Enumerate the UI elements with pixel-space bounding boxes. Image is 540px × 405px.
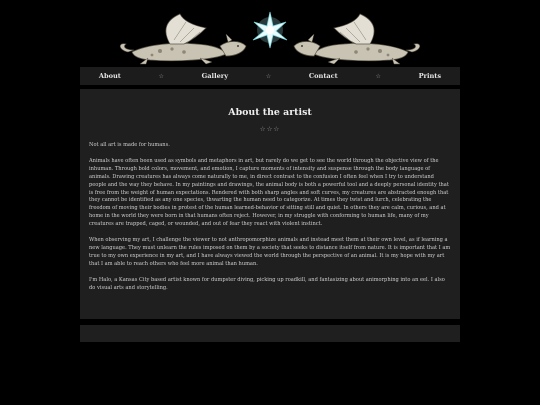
paragraph: When observing my art, I challenge the viewer to not anthropomorphize animals and instead meet them at their own level, as if learning a new language. They must unlearn the rules imposed on them by a society that seeks to distance itself from nature. It is important that I am true to my own experience in my art, and I have always viewed the world through the perspective of an animal. It is my hope with my art that I am able to reach others who feel more animal than human. [89,237,451,267]
main-nav [80,67,460,85]
nav-prints-link[interactable]: Prints [418,72,442,80]
header-banner [0,0,540,68]
nav-about-link[interactable]: About [98,72,121,80]
winged-creature-left-icon [120,14,246,64]
paragraph: Not all art is made for humans. [89,142,170,148]
about-panel [80,89,460,319]
paragraph: I'm Halo, a Kansas City based artist known for dumpster diving, picking up roadkill, and fantasizing about animorphing into an eel. I also do visual arts and storytelling. [89,276,445,291]
nav-gallery-link[interactable]: Gallery [201,72,229,80]
paragraph: Animals have often been used as symbols and metaphors in art, but rarely do we get to see the world through the objective view of the inhuman. Through bold colors, movement, and emotion, I capture moments of intensity and suspense through the body language of animals. Drawing creatures has always come naturally to me, in direct contrast to the confusion I often feel when I try to understand people and the way they behave. In my paintings and drawings, the animal body is both a powerful tool and a deeply personal identity that is free from the weight of human expectations. Rendered with both sharp angles and soft curves, my creatures are abstracted enough that they cannot be identified as any one species, thwarting the human need to categorize. At times they twist and lurch, celebrating the freedom of moving their bodies in protest of the human learned-behavior of sitting still and quiet. In others they are calm, curious, and at home in the world they were born in that humans often reject. However, in my struggle with conforming to human life, many of my creatures are trapped, caged, or wounded, and out of fear they react with violent instinct. [89,157,449,228]
star-separator-icon: ☆ [375,72,381,80]
star-separator-icon: ☆ [158,72,164,80]
winged-creature-right-icon [294,14,420,64]
star-separator-icon: ☆ [265,72,272,80]
footer-bar [80,325,460,342]
page-title: About the artist [228,107,312,118]
star-burst-icon [253,12,287,48]
star-divider-icon: ☆☆☆ [259,125,281,133]
nav-contact-link[interactable]: Contact [308,72,338,80]
